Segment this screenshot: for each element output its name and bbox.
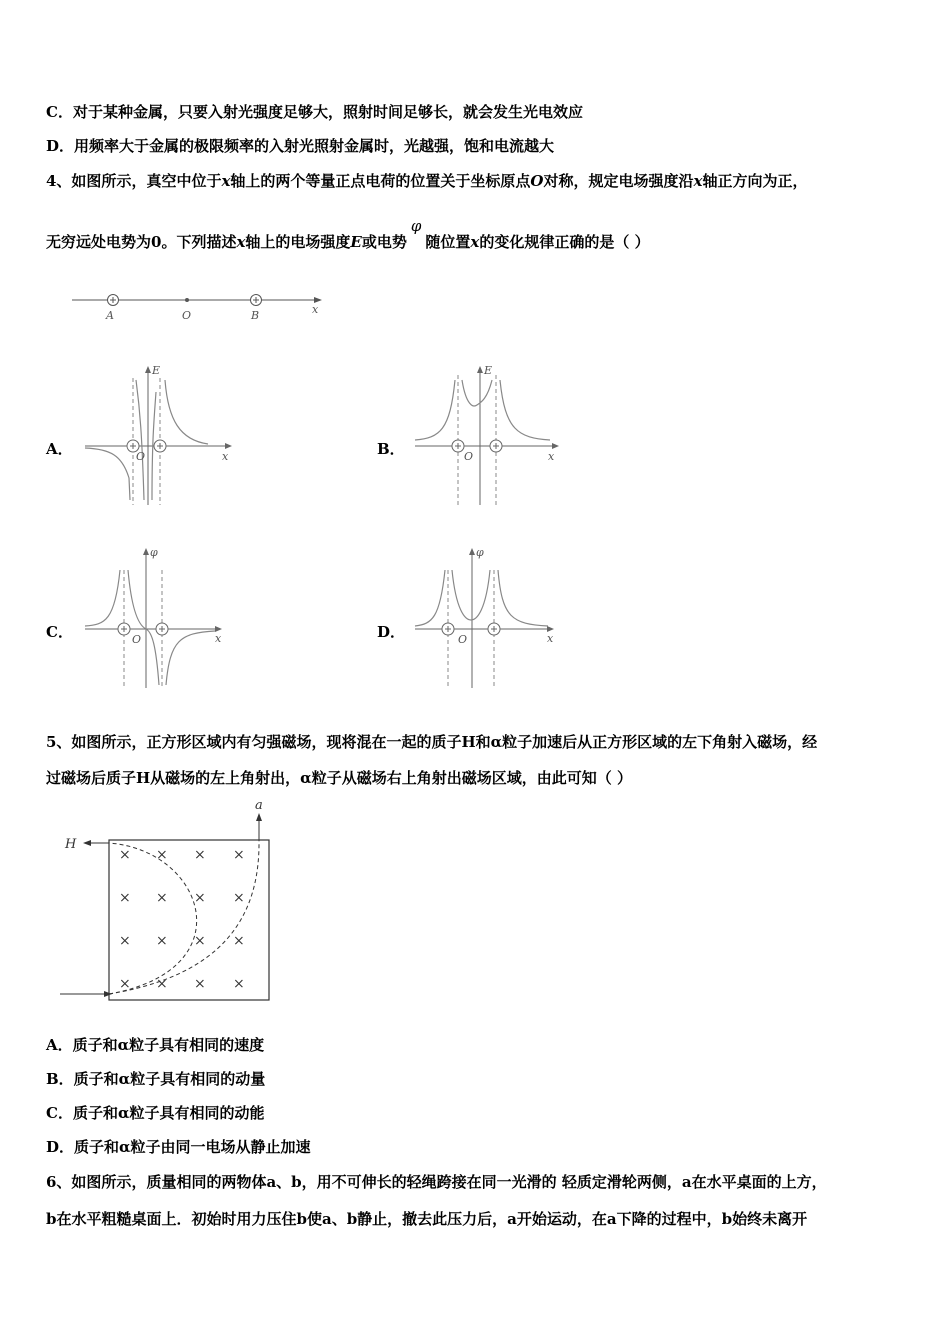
svg-text:φ: φ	[150, 546, 158, 559]
svg-text:×: ×	[119, 933, 131, 949]
option-b-graph	[410, 360, 570, 510]
q5-option-c: C．质子和α粒子具有相同的动能	[46, 1104, 265, 1122]
q6-stem-line2: b在水平粗糙桌面上．初始时用力压住b使a、b静止，撤去此压力后，a开始运动，在a下降的过程中，b始终未离开	[46, 1210, 808, 1228]
magnetic-field-figure	[55, 795, 285, 1010]
svg-text:x: x	[548, 450, 555, 463]
q4-option-c-label: C．	[46, 623, 73, 641]
charge-axis-figure	[60, 285, 340, 325]
q5-option-b: B．质子和α粒子具有相同的动量	[46, 1070, 266, 1088]
svg-text:φ: φ	[476, 546, 484, 559]
q6-stem-line1: 6、如图所示，质量相同的两物体a、b，用不可伸长的轻绳跨接在同一光滑的 轻质定滑轮两侧，a在水平桌面的上方，	[46, 1173, 827, 1191]
q5-stem-line1: 5、如图所示，正方形区域内有匀强磁场，现将混在一起的质子H和α粒子加速后从正方形区域的左下角射入磁场，经	[46, 733, 818, 751]
svg-text:×: ×	[194, 890, 206, 906]
svg-text:×: ×	[156, 847, 168, 863]
label-h: H	[65, 837, 77, 852]
q5-stem-line2: 过磁场后质子H从磁场的左上角射出，α粒子从磁场右上角射出磁场区域，由此可知（ ）	[46, 769, 632, 787]
label-x: x	[312, 303, 319, 316]
label-b: B	[251, 309, 260, 322]
q4-option-a-label: A．	[46, 440, 73, 458]
svg-text:x: x	[215, 632, 222, 645]
svg-text:O: O	[464, 450, 474, 463]
svg-text:E: E	[152, 364, 161, 377]
label-alpha: a	[255, 798, 263, 813]
svg-text:×: ×	[156, 976, 168, 992]
svg-text:×: ×	[119, 847, 131, 863]
q5-option-d: D．质子和α粒子由同一电场从静止加速	[46, 1138, 311, 1156]
svg-text:O: O	[458, 633, 468, 646]
svg-text:E: E	[484, 364, 493, 377]
q5-option-a: A．质子和α粒子具有相同的速度	[46, 1036, 265, 1054]
q4-option-d-label: D．	[377, 623, 406, 641]
svg-text:x: x	[222, 450, 229, 463]
q3-option-c: C．对于某种金属，只要入射光强度足够大，照射时间足够长，就会发生光电效应	[46, 103, 583, 121]
q4-option-b-label: B．	[377, 440, 405, 458]
label-o: O	[182, 309, 192, 322]
svg-text:×: ×	[233, 976, 245, 992]
svg-text:×: ×	[194, 847, 206, 863]
phi-symbol: φ	[410, 217, 422, 235]
q3-option-d: D．用频率大于金属的极限频率的入射光照射金属时，光越强，饱和电流越大	[46, 137, 555, 155]
option-d-graph	[410, 540, 570, 690]
svg-text:×: ×	[156, 933, 168, 949]
svg-text:x: x	[547, 632, 554, 645]
svg-text:×: ×	[194, 976, 206, 992]
svg-text:×: ×	[233, 847, 245, 863]
option-a-graph	[80, 360, 240, 510]
option-c-graph	[80, 540, 240, 690]
svg-text:×: ×	[194, 933, 206, 949]
svg-text:×: ×	[119, 890, 131, 906]
svg-text:×: ×	[156, 890, 168, 906]
svg-text:O: O	[136, 450, 146, 463]
svg-text:×: ×	[119, 976, 131, 992]
svg-text:O: O	[132, 633, 142, 646]
svg-text:×: ×	[233, 890, 245, 906]
svg-text:×: ×	[233, 933, 245, 949]
q4-stem-line2: 无穷远处电势为0。下列描述x轴上的电场强度E或电势φ随位置x的变化规律正确的是（ ）	[46, 217, 650, 251]
q4-stem-line1: 4、如图所示，真空中位于x轴上的两个等量正点电荷的位置关于坐标原点O对称，规定电场强度沿x轴正方向为正，	[46, 172, 808, 190]
label-a: A	[106, 309, 114, 322]
